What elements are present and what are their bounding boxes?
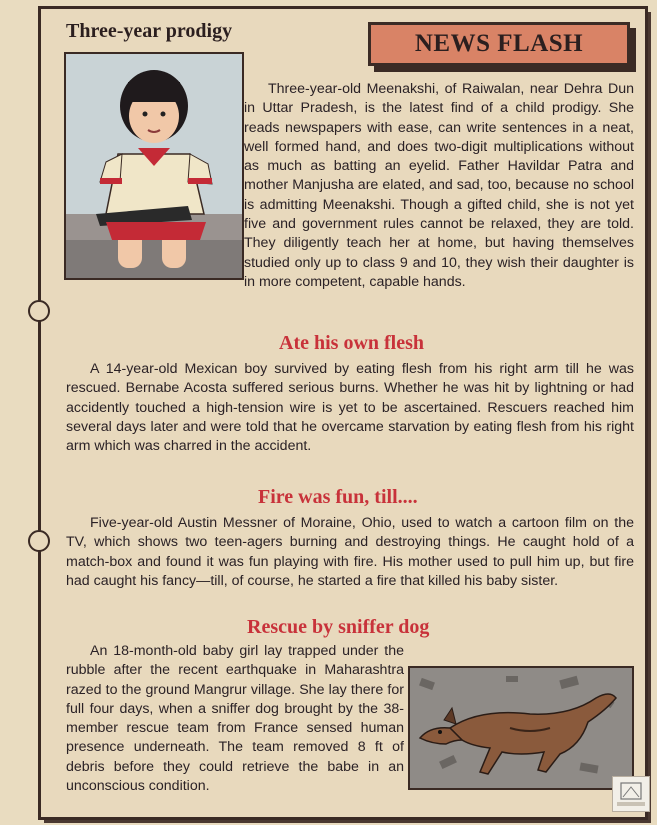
article-text-prodigy: Three-year-old Meenakshi, of Raiwalan, near Dehra Dun in Uttar Pradesh, is the latest find of a child prodigy. She reads newspapers with ease, can write sentences in a neat, well formed hand, and does two-digit multiplications without as much as batting an eyelid. Father Havildar Patra and mother Manjusha are elated, and sad, too, because no school is admitting Meenakshi. Though a gifted child, she is not yet five and government rules cannot be relaxed, they are told. They diligently teach her at home, but having themselves studied only up to class 9 and 10, they wish their daughter is in more competent, capable hands. [244, 81, 634, 290]
article-title-fire: Fire was fun, till.... [258, 486, 418, 508]
logo-icon [613, 777, 649, 811]
article-title-prodigy: Three-year prodigy [66, 20, 233, 42]
article-body-prodigy [66, 80, 634, 292]
wrap-spacer [66, 80, 244, 290]
border-notch [28, 530, 50, 552]
publisher-logo [612, 776, 650, 812]
article-title-flesh: Ate his own flesh [279, 332, 425, 354]
border-notch [28, 300, 50, 322]
article-body-flesh: A 14-year-old Mexican boy survived by eating flesh from his right arm till he was rescued. Bernabe Acosta suffered serious burns. Whether he was hit by lightning or had accidently touched a high-tension wire is yet to be ascertained. Rescuers reached him several days later and were told that he overcame starvation by eating flesh from his right arm which was charred in the accident. [66, 361, 634, 455]
article-text-rescue: An 18-month-old baby girl lay trapped under the rubble after the recent earthquake in Maharashtra razed to the ground Mangrur village. She lay there for full four days, when a sniffer dog brought by the 38-member rescue team from France sensed human presence underneath. The team removed 8 ft of debris before they could retrieve the babe in an unconscious condition. [66, 643, 404, 795]
article-title-rescue: Rescue by sniffer dog [247, 616, 430, 638]
article-body-rescue [66, 642, 634, 804]
wrap-spacer [404, 664, 634, 804]
article-body-fire: Five-year-old Austin Messner of Moraine, Ohio, used to watch a cartoon film on the TV, which shows two teen-agers burning and destroying things. He caught hold of a match-box and found it was fun playing with fire. His mother used to pull him up, but fire had caught his fancy—till, of course, he started a fire that killed his baby sister. [66, 515, 634, 589]
news-flash-banner: NEWS FLASH [368, 22, 630, 66]
